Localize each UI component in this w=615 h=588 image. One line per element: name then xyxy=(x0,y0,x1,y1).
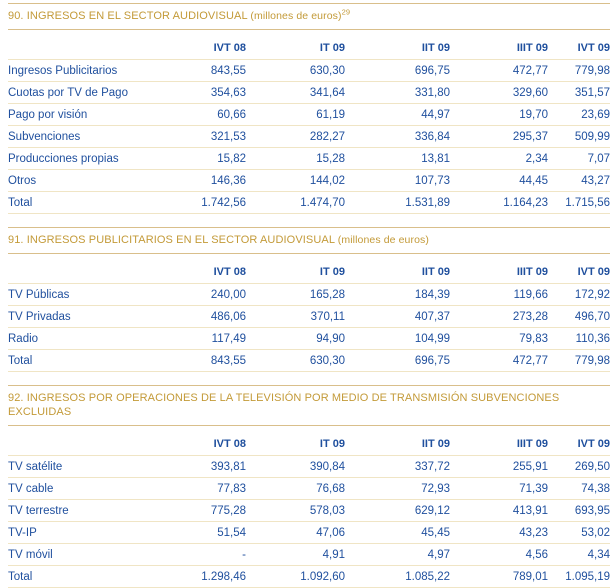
table-row xyxy=(8,500,610,522)
row-label: Total xyxy=(8,570,33,583)
table-row xyxy=(8,82,610,104)
value-cell: 2,34 xyxy=(525,152,548,165)
value-cell: 144,02 xyxy=(309,174,345,187)
value-cell: 44,97 xyxy=(421,108,450,121)
value-cell: 23,69 xyxy=(581,108,610,121)
value-cell: 104,99 xyxy=(414,332,450,345)
table-row xyxy=(8,478,610,500)
table-section-92 xyxy=(8,385,610,588)
value-cell: 779,98 xyxy=(574,64,610,77)
table-header-row xyxy=(8,261,610,284)
row-label: TV-IP xyxy=(8,526,37,539)
value-cell: 1.298,46 xyxy=(201,570,246,583)
value-cell: 1.531,89 xyxy=(405,196,450,209)
value-cell: 390,84 xyxy=(309,460,345,473)
column-header: IVT 09 xyxy=(577,438,610,450)
value-cell: 413,91 xyxy=(512,504,548,517)
value-cell: 509,99 xyxy=(574,130,610,143)
value-cell: 71,39 xyxy=(519,482,548,495)
table-section-91 xyxy=(8,227,610,372)
value-cell: 15,82 xyxy=(217,152,246,165)
value-cell: 1.742,56 xyxy=(201,196,246,209)
value-cell: 472,77 xyxy=(512,354,548,367)
table-row xyxy=(8,456,610,478)
value-cell: 72,93 xyxy=(421,482,450,495)
value-cell: 1.715,56 xyxy=(565,196,610,209)
row-label: TV Públicas xyxy=(8,288,70,301)
row-label: Cuotas por TV de Pago xyxy=(8,86,128,99)
value-cell: 43,23 xyxy=(519,526,548,539)
value-cell: 240,00 xyxy=(210,288,246,301)
column-header: IIIT 09 xyxy=(516,42,548,54)
value-cell: 47,06 xyxy=(316,526,345,539)
value-cell: 43,27 xyxy=(581,174,610,187)
value-cell: 843,55 xyxy=(210,354,246,367)
value-cell: 775,28 xyxy=(210,504,246,517)
value-cell: 76,68 xyxy=(316,482,345,495)
value-cell: 630,30 xyxy=(309,354,345,367)
table-row xyxy=(8,126,610,148)
value-cell: 117,49 xyxy=(211,332,246,345)
value-cell: 269,50 xyxy=(574,460,610,473)
value-cell: 630,30 xyxy=(309,64,345,77)
total-row xyxy=(8,350,610,372)
row-label: Producciones propias xyxy=(8,152,119,165)
table-body xyxy=(8,456,610,588)
table-body xyxy=(8,60,610,214)
value-cell: 4,34 xyxy=(587,548,610,561)
column-header: IT 09 xyxy=(319,438,345,450)
value-cell: 4,56 xyxy=(525,548,548,561)
value-cell: 295,37 xyxy=(512,130,548,143)
table-row xyxy=(8,522,610,544)
row-label: TV Privadas xyxy=(8,310,71,323)
value-cell: 79,83 xyxy=(519,332,548,345)
row-label: Otros xyxy=(8,174,37,187)
table-header-row xyxy=(8,37,610,60)
value-cell: 255,91 xyxy=(512,460,548,473)
table-row xyxy=(8,60,610,82)
value-cell: 1.092,60 xyxy=(300,570,345,583)
column-header: IT 09 xyxy=(319,266,345,278)
value-cell: 4,91 xyxy=(322,548,345,561)
value-cell: 393,81 xyxy=(210,460,246,473)
value-cell: 7,07 xyxy=(587,152,610,165)
value-cell: 486,06 xyxy=(210,310,246,323)
value-cell: 843,55 xyxy=(210,64,246,77)
row-label: Pago por visión xyxy=(8,108,88,121)
column-header: IVT 08 xyxy=(213,42,246,54)
value-cell: 13,81 xyxy=(421,152,450,165)
value-cell: 321,53 xyxy=(210,130,246,143)
row-label: TV móvil xyxy=(8,548,53,561)
value-cell: 696,75 xyxy=(414,64,450,77)
value-cell: 282,27 xyxy=(309,130,345,143)
table-row xyxy=(8,284,610,306)
row-label: Total xyxy=(8,196,33,209)
column-header: IIT 09 xyxy=(421,266,450,278)
value-cell: 119,66 xyxy=(513,288,548,301)
value-cell: 336,84 xyxy=(414,130,450,143)
row-label: Total xyxy=(8,354,33,367)
value-cell: 44,45 xyxy=(519,174,548,187)
value-cell: 53,02 xyxy=(581,526,610,539)
value-cell: 496,70 xyxy=(574,310,610,323)
value-cell: 172,92 xyxy=(574,288,610,301)
value-cell: 77,83 xyxy=(217,482,246,495)
value-cell: 4,97 xyxy=(427,548,450,561)
table-title xyxy=(8,385,610,426)
value-cell: 61,19 xyxy=(316,108,345,121)
column-header: IIIT 09 xyxy=(516,266,548,278)
value-cell: 107,73 xyxy=(414,174,450,187)
column-header: IIT 09 xyxy=(421,438,450,450)
value-cell: 1.164,23 xyxy=(503,196,548,209)
table-title-text: 92. INGRESOS POR OPERACIONES DE LA TELEVISIÓN POR MEDIO DE TRANSMISIÓN SUBVENCIONES EXCLUIDAS xyxy=(8,392,560,418)
value-cell: 407,37 xyxy=(414,310,450,323)
value-cell: 19,70 xyxy=(519,108,548,121)
value-cell: 578,03 xyxy=(309,504,345,517)
value-cell: 696,75 xyxy=(414,354,450,367)
table-row xyxy=(8,544,610,566)
column-header: IVT 09 xyxy=(577,42,610,54)
row-label: TV satélite xyxy=(8,460,63,473)
value-cell: 1.085,22 xyxy=(405,570,450,583)
value-cell: 146,36 xyxy=(210,174,246,187)
table-title-footnote-ref: 29 xyxy=(341,7,351,17)
table-section-90 xyxy=(8,3,610,214)
value-cell: 629,12 xyxy=(414,504,450,517)
value-cell: 341,64 xyxy=(309,86,345,99)
value-cell: 45,45 xyxy=(421,526,450,539)
column-header: IIT 09 xyxy=(421,42,450,54)
table-header-row xyxy=(8,433,610,456)
column-header: IT 09 xyxy=(319,42,345,54)
total-row xyxy=(8,192,610,214)
value-cell: 60,66 xyxy=(217,108,246,121)
value-cell: 354,63 xyxy=(210,86,246,99)
value-cell: 472,77 xyxy=(512,64,548,77)
value-cell: 779,98 xyxy=(574,354,610,367)
table-title-text: 90. INGRESOS EN EL SECTOR AUDIOVISUAL xyxy=(8,10,248,22)
value-cell: 351,57 xyxy=(574,86,610,99)
table-title xyxy=(8,227,610,254)
table-row xyxy=(8,328,610,350)
value-cell: 15,28 xyxy=(316,152,345,165)
value-cell: 370,11 xyxy=(310,310,345,323)
value-cell: 110,36 xyxy=(575,332,610,345)
value-cell: 273,28 xyxy=(512,310,548,323)
value-cell: 331,80 xyxy=(414,86,450,99)
table-title-unit: (millones de euros) xyxy=(337,234,429,246)
value-cell: 1.474,70 xyxy=(300,196,345,209)
value-cell: 165,28 xyxy=(309,288,345,301)
column-header: IVT 08 xyxy=(213,266,246,278)
row-label: Subvenciones xyxy=(8,130,81,143)
total-row xyxy=(8,566,610,588)
row-label: TV terrestre xyxy=(8,504,69,517)
table-row xyxy=(8,306,610,328)
row-label: Ingresos Publicitarios xyxy=(8,64,118,77)
value-cell: 94,90 xyxy=(316,332,345,345)
value-cell: 74,38 xyxy=(581,482,610,495)
value-cell: 1.095,19 xyxy=(565,570,610,583)
column-header: IIIT 09 xyxy=(516,438,548,450)
value-cell: 693,95 xyxy=(574,504,610,517)
value-cell: - xyxy=(242,548,246,561)
column-header: IVT 09 xyxy=(577,266,610,278)
table-row xyxy=(8,148,610,170)
value-cell: 184,39 xyxy=(414,288,450,301)
row-label: TV cable xyxy=(8,482,54,495)
table-title-text: 91. INGRESOS PUBLICITARIOS EN EL SECTOR AUDIOVISUAL xyxy=(8,234,335,246)
table-row xyxy=(8,170,610,192)
value-cell: 329,60 xyxy=(512,86,548,99)
value-cell: 789,01 xyxy=(512,570,548,583)
table-body xyxy=(8,284,610,372)
value-cell: 51,54 xyxy=(217,526,246,539)
table-row xyxy=(8,104,610,126)
table-title xyxy=(8,3,610,30)
value-cell: 337,72 xyxy=(414,460,450,473)
row-label: Radio xyxy=(8,332,39,345)
column-header: IVT 08 xyxy=(213,438,246,450)
table-title-unit: (millones de euros) xyxy=(250,10,342,22)
